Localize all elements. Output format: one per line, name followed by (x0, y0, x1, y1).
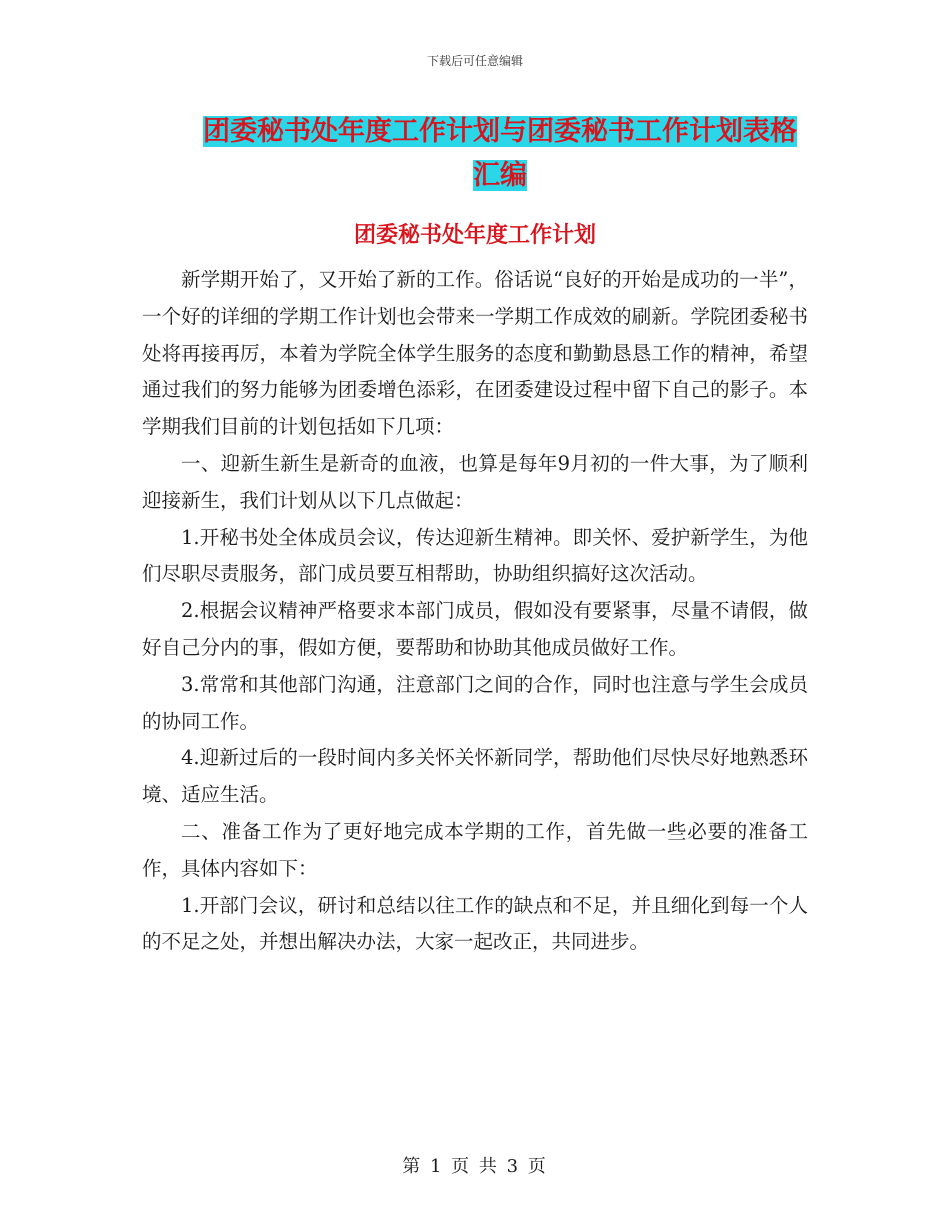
paragraph: 2.根据会议精神严格要求本部门成员，假如没有要紧事，尽量不请假，做好自己分内的事，假如方便，要帮助和协助其他成员做好工作。 (142, 599, 808, 659)
document-title-text: 团委秘书处年度工作计划与团委秘书工作计划表格汇编 (203, 116, 797, 191)
paragraph: 新学期开始了，又开始了新的工作。俗话说“良好的开始是成功的一半”，一个好的详细的学期工作计划也会带来一学期工作成效的刷新。学院团委秘书处将再接再厉，本着为学院全体学生服务的态度和勤勤恳恳工作的精神，希望通过我们的努力能够为团委增色添彩，在团委建设过程中留下自己的影子。本学期我们目前的计划包括如下几项： (142, 268, 808, 439)
paragraph: 4.迎新过后的一段时间内多关怀关怀新同学，帮助他们尽快尽好地熟悉环境、适应生活。 (142, 746, 808, 807)
section-title: 团委秘书处年度工作计划 (353, 222, 596, 248)
paragraph: 二、准备工作为了更好地完成本学期的工作，首先做一些必要的准备工作，具体内容如下： (142, 819, 808, 880)
paragraph: 1.开部门会议，研讨和总结以往工作的缺点和不足，并且细化到每一个人的不足之处，并想出解决办法，大家一起改正，共同进步。 (142, 893, 808, 954)
paragraph: 1.开秘书处全体成员会议，传达迎新生精神。即关怀、爱护新学生，为他们尽职尽责服务，部门成员要互相帮助，协助组织搞好这次活动。 (142, 525, 808, 586)
paragraph: 一、迎新生新生是新奇的血液，也算是每年9月初的一件大事，为了顺利迎接新生，我们计划从以下几点做起： (142, 451, 808, 512)
document-body (142, 262, 808, 961)
paragraph: 3.常常和其他部门沟通，注意部门之间的合作，同时也注意与学生会成员的协同工作。 (142, 672, 808, 733)
header-note: 下载后可任意编辑 (426, 54, 523, 68)
page-footer: 第 1 页 共 3 页 (402, 1156, 548, 1177)
document-title (190, 110, 810, 198)
